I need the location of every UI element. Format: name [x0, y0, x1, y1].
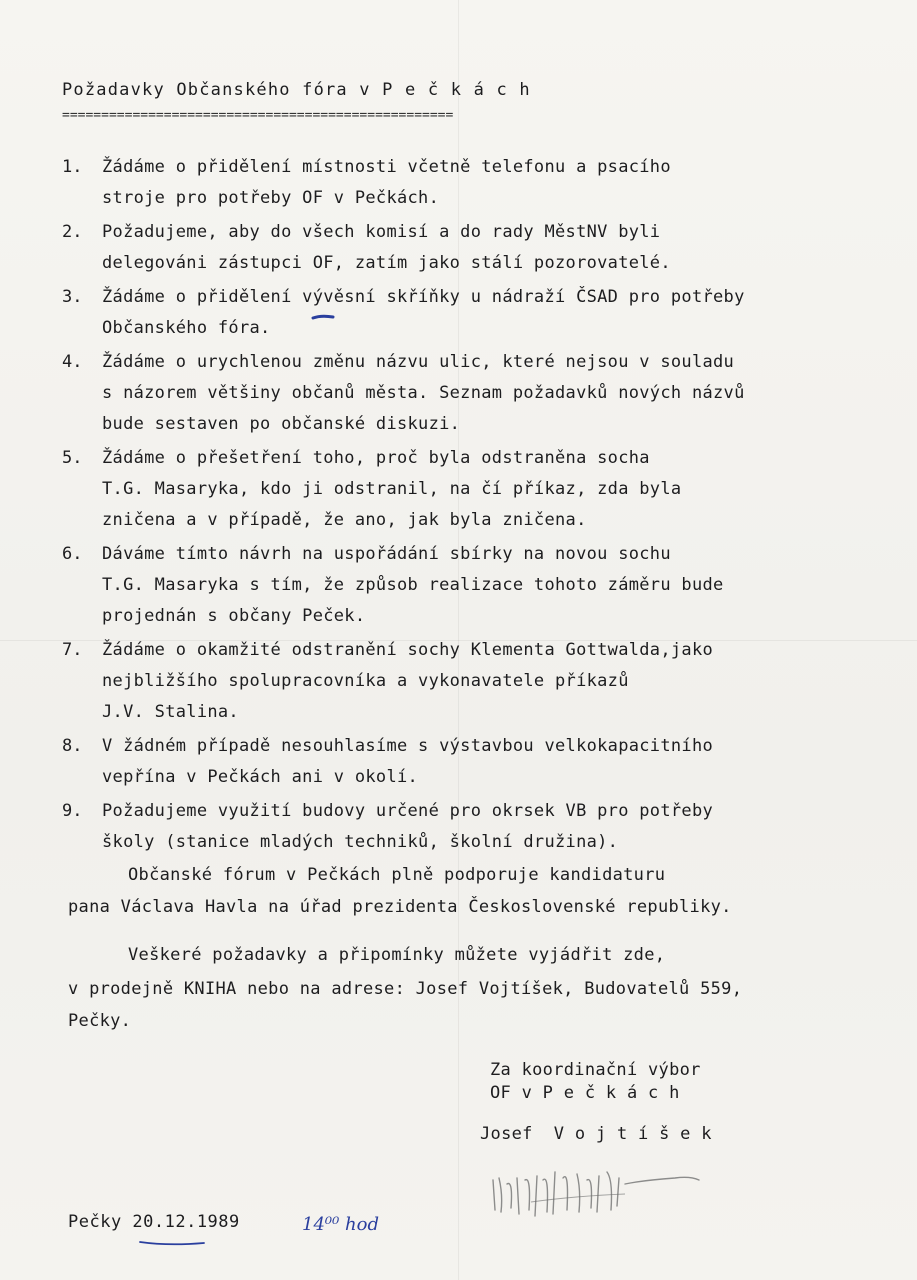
- contact-paragraph-line: v prodejně KNIHA nebo na adrese: Josef Vojtíšek, Budovatelů 559,: [68, 979, 743, 999]
- item-text-line: Občanského fóra.: [102, 318, 271, 338]
- item-text-line: T.G. Masaryka s tím, že způsob realizace tohoto záměru bude: [102, 575, 724, 595]
- item-text-line: bude sestaven po občanské diskuzi.: [102, 414, 461, 434]
- committee-line: Za koordinační výbor: [490, 1060, 701, 1080]
- item-text-line: Žádáme o přešetření toho, proč byla odstraněna socha: [102, 448, 650, 468]
- contact-paragraph-line: Pečky.: [68, 1011, 132, 1031]
- item-text-line: Dáváme tímto návrh na uspořádání sbírky na novou sochu: [102, 544, 671, 564]
- list-item: [62, 217, 862, 279]
- committee-line: OF v P e č k á c h: [490, 1083, 680, 1103]
- contact-paragraph-line: Veškeré požadavky a připomínky můžete vyjádřit zde,: [128, 945, 666, 965]
- list-item: [62, 796, 862, 858]
- list-item: [62, 443, 862, 536]
- item-text-line: Žádáme o přidělení místnosti včetně telefonu a psacího: [102, 157, 671, 177]
- handwritten-time-note: [300, 1208, 395, 1238]
- item-text-line: s názorem většiny občanů města. Seznam požadavků nových názvů: [102, 383, 745, 403]
- title-underline: ==================================================: [62, 108, 454, 123]
- item-number: 9.: [62, 801, 83, 821]
- handwritten-time-text: 14⁰⁰ hod: [302, 1214, 380, 1235]
- item-number: 3.: [62, 287, 83, 307]
- item-text-line: vepřína v Pečkách ani v okolí.: [102, 767, 419, 787]
- item-number: 1.: [62, 157, 83, 177]
- list-item: [62, 282, 862, 344]
- item-text-line: T.G. Masaryka, kdo ji odstranil, na čí příkaz, zda byla: [102, 479, 682, 499]
- handwritten-signature: [485, 1150, 715, 1230]
- item-text-line: Žádáme o urychlenou změnu názvu ulic, které nejsou v souladu: [102, 352, 735, 372]
- item-number: 2.: [62, 222, 83, 242]
- list-item: [62, 731, 862, 793]
- item-number: 6.: [62, 544, 83, 564]
- item-number: 8.: [62, 736, 83, 756]
- item-text-line: J.V. Stalina.: [102, 702, 239, 722]
- blue-pen-underline-mark: [138, 1238, 208, 1248]
- document-title: Požadavky Občanského fóra v P e č k á c h: [62, 80, 531, 100]
- item-text-line: zničena a v případě, že ano, jak byla zničena.: [102, 510, 587, 530]
- item-number: 5.: [62, 448, 83, 468]
- item-number: 7.: [62, 640, 83, 660]
- place-and-date: Pečky 20.12.1989: [68, 1212, 240, 1232]
- item-text-line: školy (stanice mladých techniků, školní družina).: [102, 832, 619, 852]
- list-item: [62, 635, 862, 728]
- item-text-line: delegováni zástupci OF, zatím jako stálí pozorovatelé.: [102, 253, 671, 273]
- item-text-line: stroje pro potřeby OF v Pečkách.: [102, 188, 440, 208]
- item-text-line: Požadujeme využití budovy určené pro okrsek VB pro potřeby: [102, 801, 714, 821]
- item-text-line: Žádáme o okamžité odstranění sochy Klementa Gottwalda,jako: [102, 640, 714, 660]
- item-text-line: nejbližšího spolupracovníka a vykonavatele příkazů: [102, 671, 629, 691]
- support-paragraph-line: Občanské fórum v Pečkách plně podporuje kandidaturu: [128, 865, 666, 885]
- list-item: [62, 539, 862, 632]
- item-number: 4.: [62, 352, 83, 372]
- list-item: [62, 347, 862, 440]
- list-item: [62, 152, 862, 214]
- blue-pen-dash-mark: [311, 312, 335, 322]
- demands-list: [62, 152, 862, 861]
- item-text-line: Žádáme o přidělení vývěsní skříňky u nádraží ČSAD pro potřeby: [102, 287, 745, 307]
- signatory-name: Josef V o j t í š e k: [480, 1124, 712, 1144]
- item-text-line: projednán s občany Peček.: [102, 606, 366, 626]
- item-text-line: Požadujeme, aby do všech komisí a do rady MěstNV byli: [102, 222, 661, 242]
- support-paragraph-line: pana Václava Havla na úřad prezidenta Československé republiky.: [68, 897, 732, 917]
- item-text-line: V žádném případě nesouhlasíme s výstavbou velkokapacitního: [102, 736, 714, 756]
